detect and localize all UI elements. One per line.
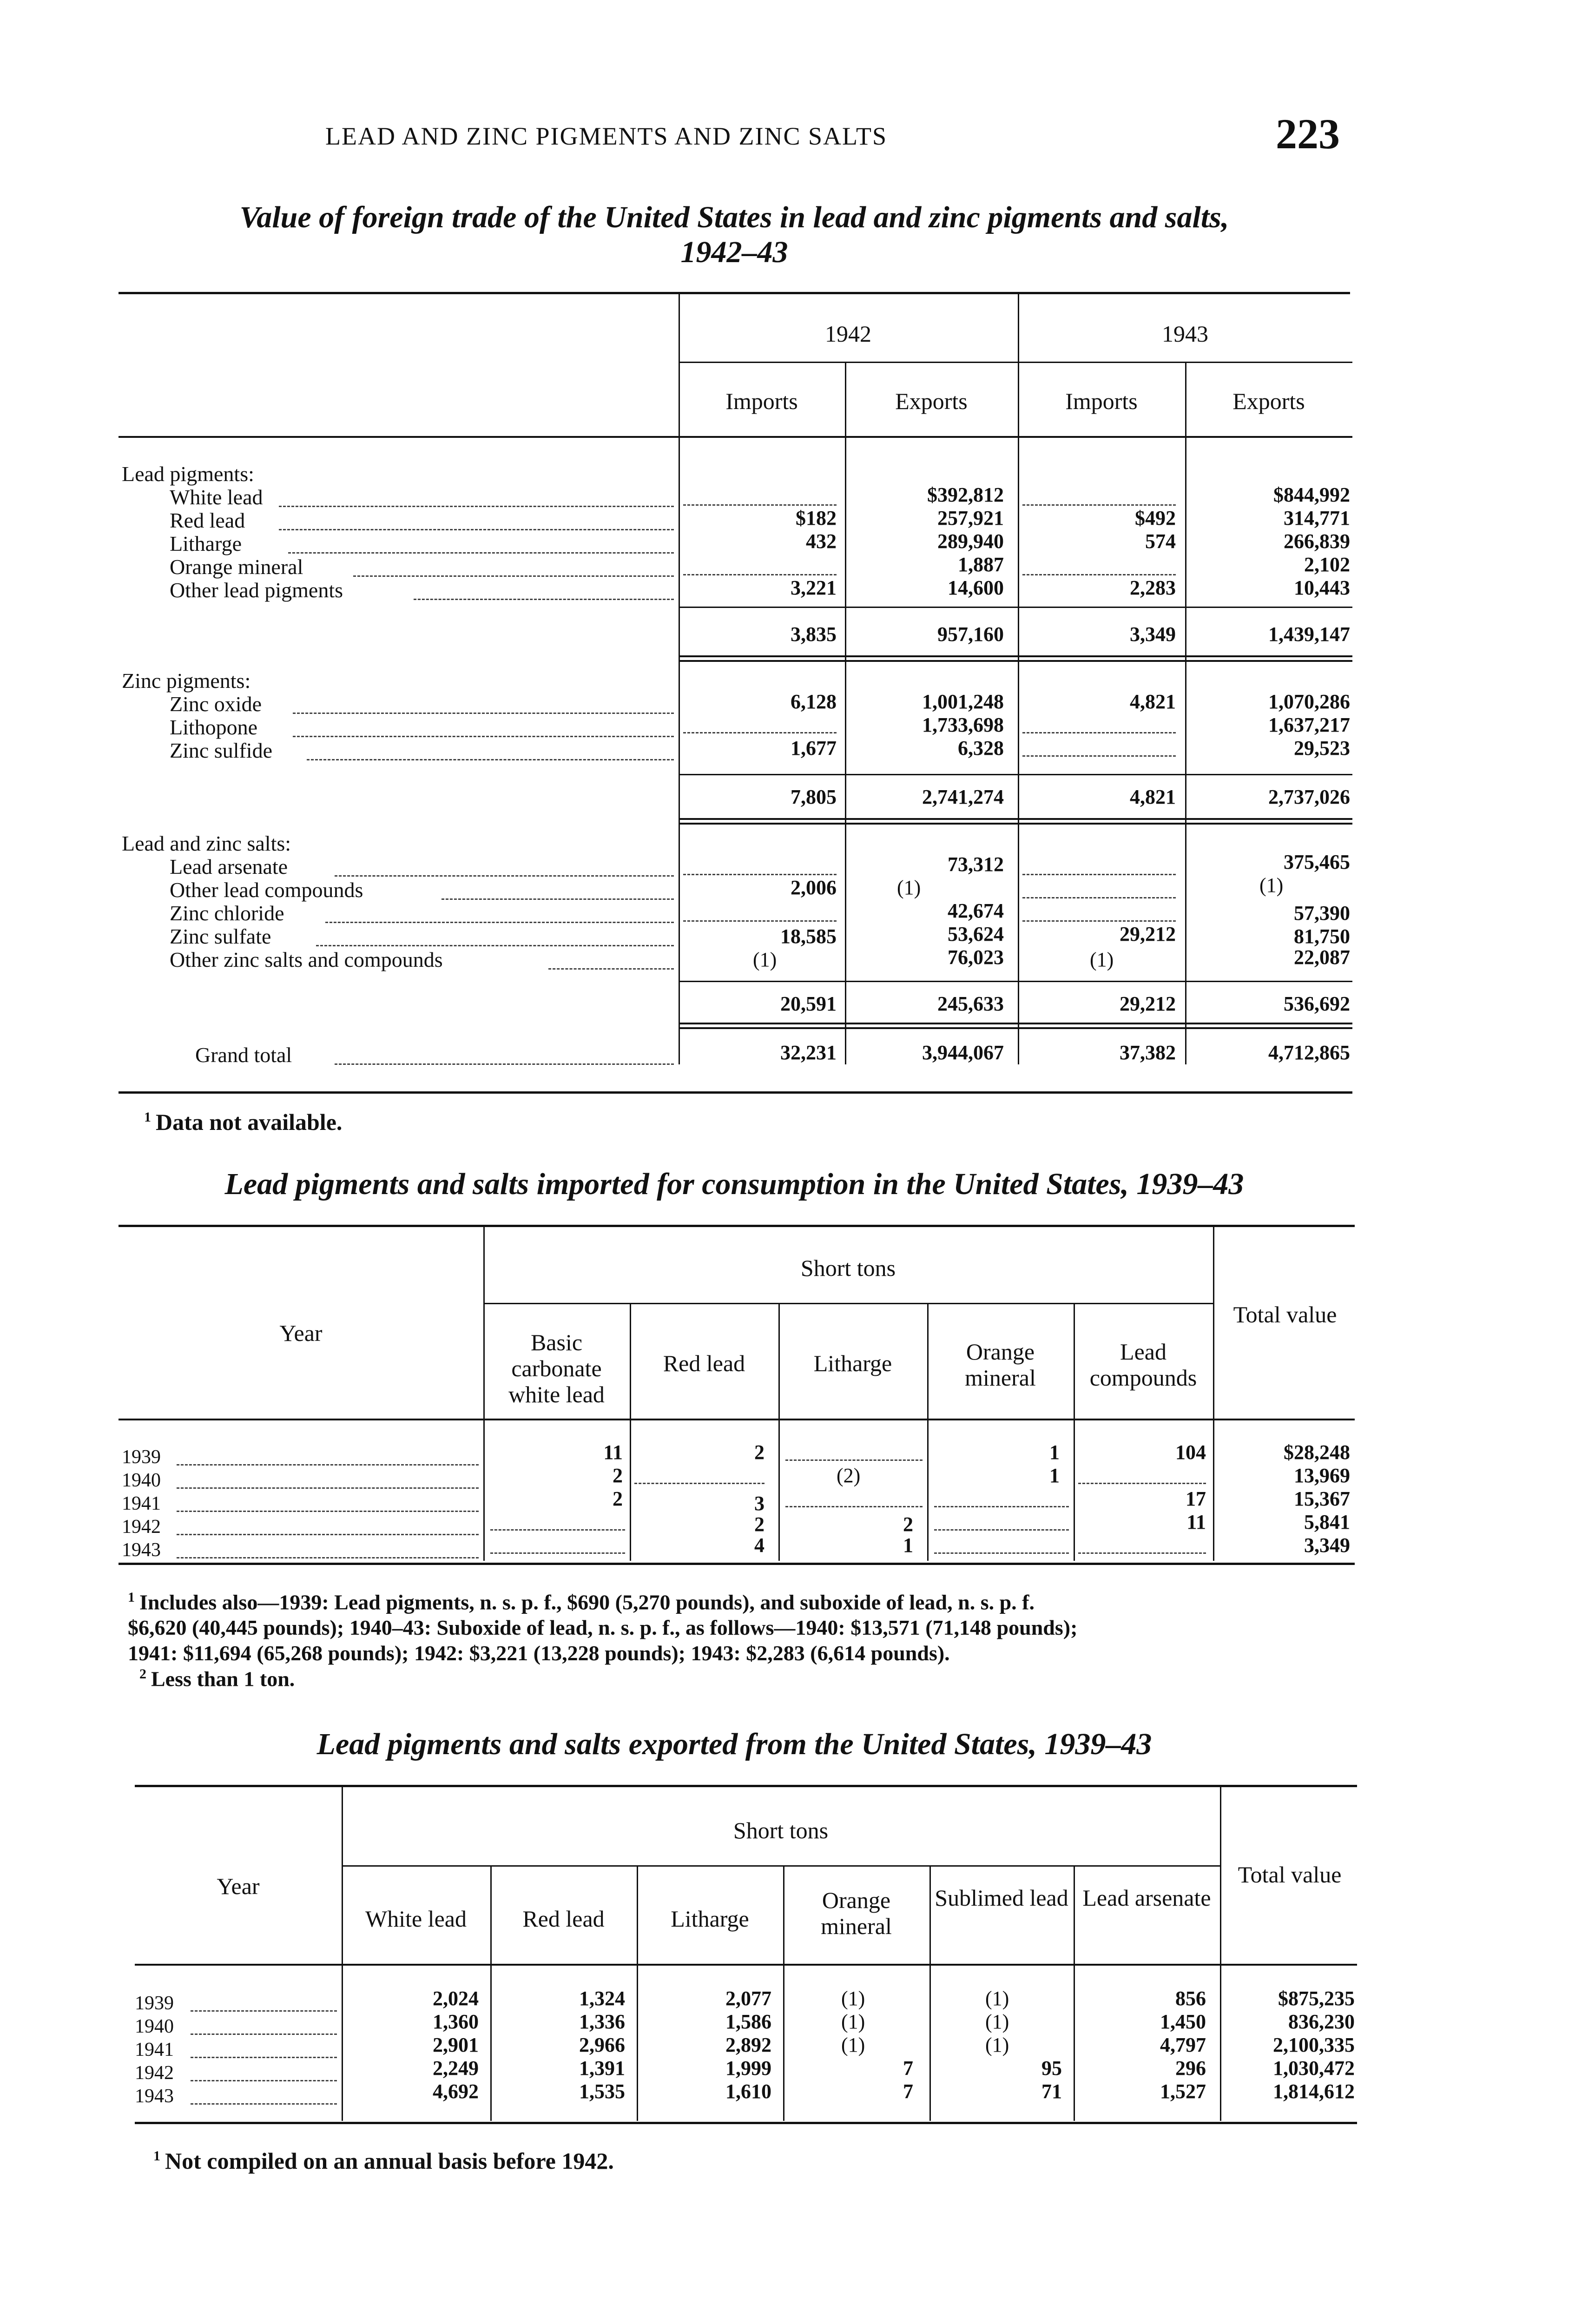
- subtotal-cell: 2,741,274: [922, 786, 1004, 808]
- table2-divider: [630, 1304, 631, 1561]
- empty-cell-dashes: [1022, 920, 1176, 922]
- cell: $844,992: [1273, 483, 1350, 506]
- table1-col-imports-1943: Imports: [1065, 388, 1138, 414]
- table3-divider: [1220, 1786, 1221, 2121]
- subtotal-cell: 4,821: [1130, 786, 1176, 808]
- empty-cell-dashes: [934, 1529, 1069, 1531]
- table2-caption: Lead pigments and salts imported for consumption in the United States, 1939–43: [224, 1167, 1244, 1201]
- empty-cell-dashes: [1078, 1483, 1206, 1484]
- table2-header-rule: [119, 1419, 1355, 1420]
- cell: 11: [603, 1441, 623, 1464]
- cell: 57,390: [1294, 902, 1350, 924]
- subtotal-cell: 20,591: [780, 992, 837, 1015]
- leader-dots: [307, 759, 674, 760]
- table3-header-rule: [135, 1964, 1357, 1966]
- empty-cell-dashes: [683, 874, 837, 875]
- table1-caption-years: 1942–43: [680, 235, 788, 269]
- row-label: Other lead compounds: [170, 878, 363, 902]
- year-label: 1942: [122, 1516, 161, 1538]
- year-label: 1942: [135, 2062, 174, 2084]
- leader-dots: [335, 1063, 674, 1065]
- cell: 11: [1186, 1511, 1206, 1533]
- empty-cell-dashes: [1022, 504, 1176, 506]
- table1-top-rule: [119, 292, 1350, 294]
- empty-cell-dashes: [1022, 874, 1176, 875]
- row-label: Lithopone: [170, 715, 258, 739]
- cell: (1): [1090, 948, 1114, 971]
- grand-total-cell: 3,944,067: [922, 1041, 1004, 1064]
- cell: 856: [1175, 1987, 1206, 2010]
- year-label: 1940: [135, 2016, 174, 2037]
- cell: 3,349: [1304, 1534, 1350, 1557]
- table1-col-exports-1943: Exports: [1232, 388, 1305, 414]
- col-orange-mineral: Orange mineral: [965, 1339, 1036, 1391]
- cell: 22,087: [1294, 946, 1350, 969]
- grand-total-cell: 37,382: [1120, 1041, 1176, 1064]
- cell: 1,001,248: [922, 690, 1004, 713]
- table3-divider: [783, 1866, 784, 2121]
- cell: $28,248: [1284, 1441, 1350, 1464]
- cell: 266,839: [1284, 530, 1350, 553]
- leader-dots: [191, 2034, 337, 2035]
- subtotal-cell: 29,212: [1120, 992, 1176, 1015]
- row-label: Orange mineral: [170, 555, 303, 579]
- cell: 17: [1186, 1487, 1206, 1510]
- leader-dots: [288, 552, 674, 554]
- cell: 574: [1145, 530, 1176, 553]
- leader-dots: [279, 529, 674, 530]
- empty-cell-dashes: [1022, 755, 1176, 757]
- cell: (1): [841, 1987, 865, 2010]
- group-heading: Zinc pigments:: [122, 669, 251, 693]
- cell: 1,360: [433, 2010, 479, 2033]
- grand-total-cell: 32,231: [780, 1041, 837, 1064]
- empty-cell-dashes: [1022, 574, 1176, 575]
- leader-dots: [177, 1511, 479, 1512]
- table2-top-rule: [119, 1225, 1355, 1227]
- cell: 95: [1041, 2057, 1062, 2080]
- cell: (2): [837, 1464, 861, 1487]
- table2-divider: [927, 1304, 929, 1561]
- empty-cell-dashes: [934, 1552, 1069, 1554]
- subtotal-cell: 3,349: [1130, 623, 1176, 646]
- table3-group-rule: [342, 1865, 1220, 1867]
- table1-bottom-rule: [119, 1091, 1352, 1094]
- col-sublimed-lead: Sublimed lead: [935, 1885, 1068, 1911]
- cell: 42,674: [948, 899, 1004, 922]
- subtotal-rule: [679, 981, 1352, 982]
- cell: 2,283: [1130, 576, 1176, 599]
- table3-caption: Lead pigments and salts exported from the United States, 1939–43: [316, 1727, 1152, 1761]
- subtotal-cell: 1,439,147: [1268, 623, 1350, 646]
- cell: 29,523: [1294, 737, 1350, 759]
- table2-footnote-1-cont: $6,620 (40,445 pounds); 1940–43: Suboxide of lead, n. s. p. f., as follows—1940: $13,571 (71,148 pounds);: [128, 1616, 1078, 1639]
- cell: 73,312: [948, 853, 1004, 876]
- cell: (1): [841, 2010, 865, 2033]
- cell: 2: [613, 1464, 623, 1487]
- empty-cell-dashes: [683, 504, 837, 506]
- leader-dots: [177, 1534, 479, 1535]
- cell: 2: [613, 1487, 623, 1510]
- cell: 1,733,698: [922, 713, 1004, 736]
- subtotal-cell: 2,737,026: [1268, 786, 1350, 808]
- col-litharge: Litharge: [813, 1350, 892, 1376]
- leader-dots: [548, 968, 674, 970]
- row-label: Zinc sulfide: [170, 739, 272, 762]
- col-lead-compounds: Lead compounds: [1089, 1339, 1197, 1391]
- cell: (1): [897, 876, 921, 899]
- subtotal-cell: 536,692: [1284, 992, 1350, 1015]
- cell: 7: [903, 2057, 913, 2080]
- cell: 6,128: [791, 690, 837, 713]
- cell: 2,966: [579, 2034, 625, 2056]
- running-header: LEAD AND ZINC PIGMENTS AND ZINC SALTS: [325, 122, 888, 150]
- leader-dots: [279, 506, 674, 507]
- cell: 1,999: [725, 2057, 771, 2080]
- cell: 2,077: [725, 1987, 771, 2010]
- year-label: 1941: [122, 1493, 161, 1514]
- cell: 1,450: [1160, 2010, 1206, 2033]
- table1-caption: Value of foreign trade of the United States in lead and zinc pigments and salts,: [239, 200, 1229, 234]
- row-label: Zinc sulfate: [170, 924, 271, 948]
- double-rule: [679, 818, 1352, 825]
- empty-cell-dashes: [1022, 897, 1176, 898]
- cell: (1): [985, 1987, 1009, 2010]
- leader-dots: [316, 945, 674, 946]
- empty-cell-dashes: [683, 732, 837, 733]
- table2-bottom-rule: [119, 1563, 1355, 1565]
- cell: 2,006: [791, 876, 837, 899]
- grand-total-label: Grand total: [195, 1043, 292, 1067]
- cell: 2,102: [1304, 553, 1350, 576]
- table2-footnote-1-cont: 1941: $11,694 (65,268 pounds); 1942: $3,221 (13,228 pounds); 1943: $2,283 (6,614 pounds).: [128, 1641, 950, 1665]
- table3-short-tons-head: Short tons: [733, 1817, 829, 1843]
- empty-cell-dashes: [490, 1552, 625, 1554]
- cell: 1,391: [579, 2057, 625, 2080]
- row-label: Lead arsenate: [170, 855, 288, 878]
- table1-year-1942: 1942: [825, 321, 871, 347]
- cell: 18,585: [780, 925, 837, 948]
- cell: 6,328: [958, 737, 1004, 759]
- cell: (1): [1259, 874, 1284, 897]
- table3-divider: [929, 1866, 931, 2121]
- table2-group-rule: [483, 1303, 1213, 1304]
- cell: 1,324: [579, 1987, 625, 2010]
- row-label: Red lead: [170, 508, 245, 532]
- cell: 1,070,286: [1268, 690, 1350, 713]
- cell: 1,887: [958, 553, 1004, 576]
- cell: 375,465: [1284, 851, 1350, 873]
- empty-cell-dashes: [490, 1529, 625, 1531]
- leader-dots: [335, 875, 674, 877]
- cell: 296: [1175, 2057, 1206, 2080]
- col-total-value: Total value: [1233, 1301, 1337, 1327]
- col-white-lead: White lead: [365, 1906, 467, 1932]
- cell: 1,586: [725, 2010, 771, 2033]
- subtotal-cell: 7,805: [791, 786, 837, 808]
- table3-divider: [490, 1866, 492, 2121]
- leader-dots: [414, 599, 674, 600]
- subtotal-rule: [679, 774, 1352, 775]
- cell: 1: [903, 1534, 913, 1557]
- empty-cell-dashes: [634, 1483, 764, 1484]
- cell: $875,235: [1278, 1987, 1355, 2010]
- col-total-value: Total value: [1238, 1862, 1342, 1888]
- cell: 1,610: [725, 2080, 771, 2103]
- year-label: 1943: [122, 1539, 161, 1561]
- table1-divider: [1185, 363, 1186, 1064]
- table2-divider: [778, 1304, 780, 1561]
- cell: 1,336: [579, 2010, 625, 2033]
- year-label: 1940: [122, 1470, 161, 1491]
- empty-cell-dashes: [683, 920, 837, 922]
- cell: 15,367: [1294, 1487, 1350, 1510]
- leader-dots: [191, 2080, 337, 2081]
- cell: 1,535: [579, 2080, 625, 2103]
- cell: 2,249: [433, 2057, 479, 2080]
- col-lead-arsenate: Lead arsenate: [1082, 1885, 1211, 1911]
- year-label: 1939: [122, 1446, 161, 1468]
- cell: 76,023: [948, 946, 1004, 969]
- table2-short-tons-head: Short tons: [800, 1255, 896, 1281]
- leader-dots: [191, 2010, 337, 2012]
- cell: 1: [1049, 1464, 1060, 1487]
- table2-divider: [1074, 1304, 1075, 1561]
- cell: 1,677: [791, 737, 837, 759]
- cell: 2: [754, 1441, 764, 1464]
- empty-cell-dashes: [785, 1506, 923, 1507]
- cell: 53,624: [948, 923, 1004, 945]
- empty-cell-dashes: [1022, 732, 1176, 733]
- table1-header-rule: [119, 436, 1352, 438]
- group-heading: Lead pigments:: [122, 462, 254, 486]
- subtotal-cell: 3,835: [791, 623, 837, 646]
- subtotal-rule: [679, 607, 1352, 608]
- leader-dots: [191, 2057, 337, 2058]
- cell: 4,797: [1160, 2034, 1206, 2056]
- cell: 10,443: [1294, 576, 1350, 599]
- year-label: 1943: [135, 2086, 174, 2107]
- cell: 4: [754, 1534, 764, 1557]
- row-label: Zinc oxide: [170, 692, 262, 716]
- subtotal-cell: 957,160: [937, 623, 1004, 646]
- cell: 1,814,612: [1273, 2080, 1355, 2103]
- cell: 2,892: [725, 2034, 771, 2056]
- leader-dots: [293, 713, 674, 714]
- cell: (1): [985, 2034, 1009, 2056]
- cell: 14,600: [948, 576, 1004, 599]
- leader-dots: [293, 736, 674, 737]
- cell: 432: [806, 530, 837, 553]
- row-label: Zinc chloride: [170, 901, 284, 925]
- empty-cell-dashes: [785, 1459, 923, 1461]
- cell: 836,230: [1288, 2010, 1355, 2033]
- cell: 289,940: [937, 530, 1004, 553]
- table2-year-head: Year: [279, 1320, 323, 1346]
- subtotal-cell: 245,633: [937, 992, 1004, 1015]
- double-rule: [679, 1023, 1352, 1029]
- cell: 1,030,472: [1273, 2057, 1355, 2080]
- cell: 1,527: [1160, 2080, 1206, 2103]
- cell: (1): [985, 2010, 1009, 2033]
- table2-divider: [1213, 1226, 1214, 1561]
- cell: 257,921: [937, 507, 1004, 529]
- cell: 5,841: [1304, 1511, 1350, 1533]
- cell: 2,100,335: [1273, 2034, 1355, 2056]
- cell: (1): [841, 2034, 865, 2056]
- cell: 104: [1175, 1441, 1206, 1464]
- row-label: White lead: [170, 485, 263, 509]
- leader-dots: [177, 1464, 479, 1466]
- table3-top-rule: [135, 1785, 1357, 1787]
- cell: $492: [1135, 507, 1176, 529]
- row-label: Other lead pigments: [170, 578, 343, 602]
- cell: 2: [903, 1513, 913, 1536]
- cell: 1: [1049, 1441, 1060, 1464]
- double-rule: [679, 655, 1352, 662]
- cell: 2,024: [433, 1987, 479, 2010]
- leader-dots: [177, 1487, 479, 1489]
- cell: 4,692: [433, 2080, 479, 2103]
- row-label: Litharge: [170, 532, 242, 555]
- table1-col-imports-1942: Imports: [725, 388, 798, 414]
- table2-footnote-2: $^2$ Less than 1 ton.: [139, 1666, 295, 1691]
- col-orange-mineral: Orange mineral: [821, 1887, 892, 1939]
- cell: 3,221: [791, 576, 837, 599]
- cell: 2: [754, 1513, 764, 1536]
- table2-footnote-1: $^1$ Includes also—1939: Lead pigments, n. s. p. f., $690 (5,270 pounds), and suboxide of lead, n. s. p. f.: [128, 1590, 1035, 1614]
- empty-cell-dashes: [1078, 1552, 1206, 1554]
- leader-dots: [177, 1557, 479, 1558]
- cell: 71: [1041, 2080, 1062, 2103]
- empty-cell-dashes: [934, 1506, 1069, 1507]
- grand-total-cell: 4,712,865: [1268, 1041, 1350, 1064]
- leader-dots: [325, 922, 674, 923]
- empty-cell-dashes: [683, 574, 837, 575]
- table3-divider: [637, 1866, 638, 2121]
- cell: 81,750: [1294, 925, 1350, 948]
- cell: 4,821: [1130, 690, 1176, 713]
- table1-footnote: $^1$ Data not available.: [144, 1109, 343, 1135]
- table1-year-1943: 1943: [1162, 321, 1208, 347]
- row-label: Other zinc salts and compounds: [170, 948, 443, 971]
- leader-dots: [353, 575, 674, 577]
- cell: 314,771: [1284, 507, 1350, 529]
- table3-divider: [1074, 1866, 1075, 2121]
- year-label: 1941: [135, 2039, 174, 2060]
- col-red-lead: Red lead: [522, 1906, 605, 1932]
- col-basic-carbonate: Basic carbonate white lead: [508, 1329, 605, 1407]
- cell: $182: [796, 507, 837, 529]
- cell: 7: [903, 2080, 913, 2103]
- year-label: 1939: [135, 1993, 174, 2014]
- col-red-lead: Red lead: [663, 1350, 745, 1376]
- leader-dots: [191, 2103, 337, 2105]
- cell: 13,969: [1294, 1464, 1350, 1487]
- table3-bottom-rule: [135, 2122, 1357, 2124]
- cell: $392,812: [927, 483, 1004, 506]
- group-heading: Lead and zinc salts:: [122, 832, 291, 855]
- cell: 2,901: [433, 2034, 479, 2056]
- table1-col-exports-1942: Exports: [895, 388, 968, 414]
- table3-footnote: $^1$ Not compiled on an annual basis before 1942.: [153, 2148, 614, 2174]
- table3-year-head: Year: [217, 1873, 260, 1899]
- col-litharge: Litharge: [671, 1906, 749, 1932]
- table1-year-rule: [679, 362, 1352, 363]
- page-number: 223: [1276, 110, 1340, 158]
- leader-dots: [442, 898, 674, 900]
- cell: 3: [754, 1492, 764, 1515]
- cell: 1,637,217: [1268, 713, 1350, 736]
- cell: 29,212: [1120, 923, 1176, 945]
- cell: (1): [753, 948, 777, 971]
